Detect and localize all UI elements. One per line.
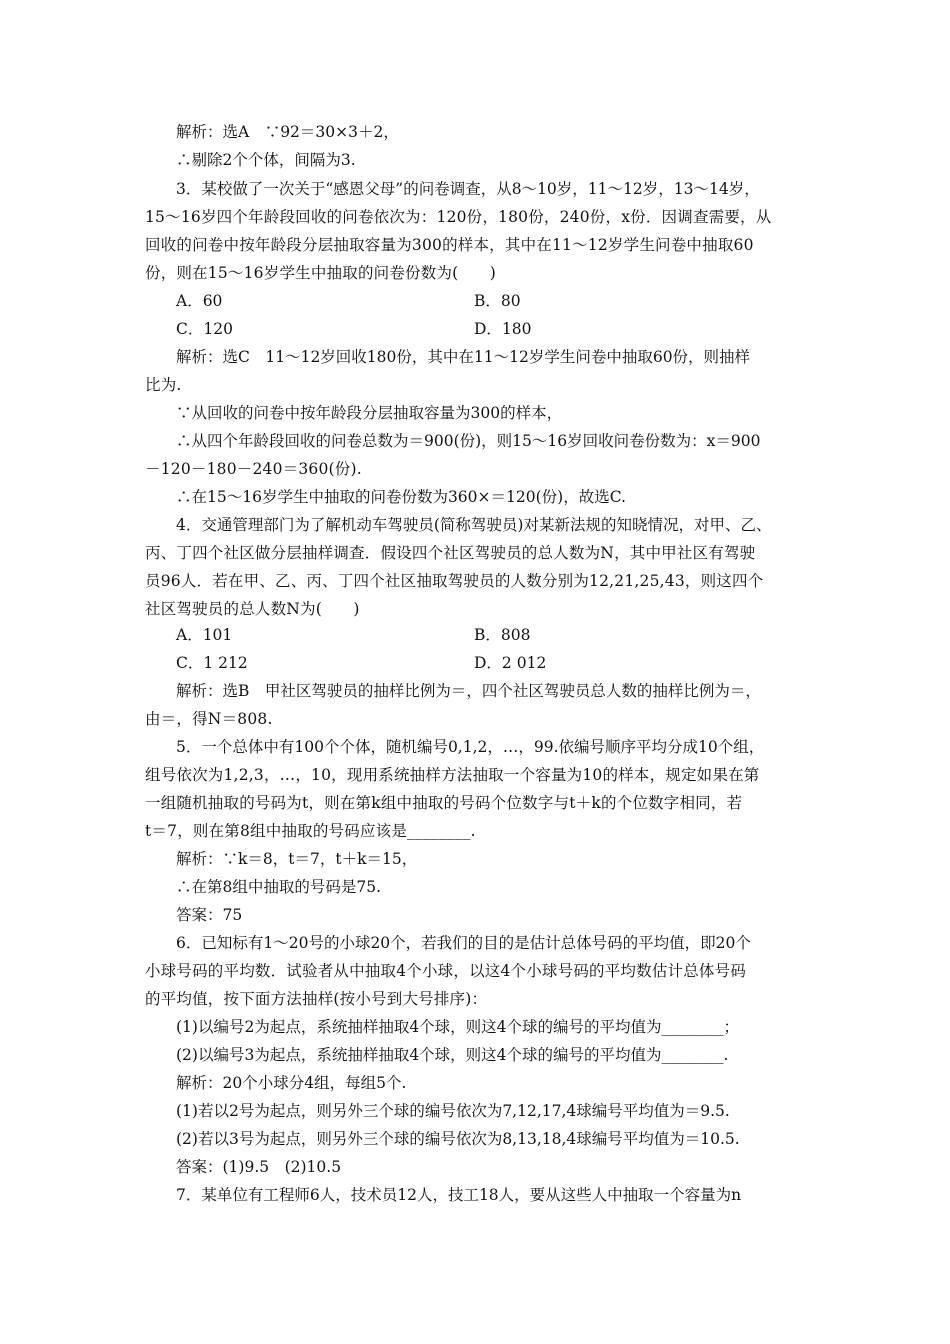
text-line: (1)若以2号为起点，则另外三个球的编号依次为7,12,17,4球编号平均值为＝9.5. <box>176 1102 730 1120</box>
text-line: t＝7，则在第8组中抽取的号码应该是________. <box>145 822 476 840</box>
text-line: －120－180－240＝360(份). <box>145 460 362 478</box>
solution-text: 解析：选B 甲社区驾驶员的抽样比例为＝，四个社区驾驶员总人数的抽样比例为＝， <box>176 682 761 700</box>
text-line: 员96人．若在甲、乙、丙、丁四个社区抽取驾驶员的人数分别为12,21,25,43，则这四个 <box>145 572 764 590</box>
question-7-text: 7．某单位有工程师6人，技术员12人，技工18人，要从这些人中抽取一个容量为n <box>176 1186 742 1204</box>
option-b: B．80 <box>474 292 521 310</box>
option-c: C．1 212 <box>176 654 248 672</box>
text-line: 份，则在15～16岁学生中抽取的问卷份数为( ) <box>145 264 497 282</box>
question-4-text: 4．交通管理部门为了解机动车驾驶员(简称驾驶员)对某新法规的知晓情况，对甲、乙、 <box>176 516 772 534</box>
question-6-text: 6．已知标有1～20号的小球20个，若我们的目的是估计总体号码的平均值，即20个 <box>176 934 751 952</box>
text-line: 社区驾驶员的总人数N为( ) <box>145 600 360 618</box>
text-line: (2)以编号3为起点，系统抽样抽取4个球，则这4个球的编号的平均值为________. <box>176 1046 729 1064</box>
text-line: 一组随机抽取的号码为t，则在第k组中抽取的号码个位数字与t＋k的个位数字相同，若 <box>145 794 743 812</box>
text-line: 组号依次为1,2,3，…，10，现用系统抽样方法抽取一个容量为10的样本，规定如果在第 <box>145 766 760 784</box>
solution-text: 解析：选C 11～12岁回收180份，其中在11～12岁学生问卷中抽取60份，则抽样 <box>176 348 751 366</box>
text-line: 解析：选A ∵92＝30×3＋2， <box>176 123 399 141</box>
text-line: 丙、丁四个社区做分层抽样调查．假设四个社区驾驶员的总人数为N，其中甲社区有驾驶 <box>145 544 756 562</box>
option-a: A．101 <box>176 626 233 644</box>
text-line: 回收的问卷中按年龄段分层抽取容量为300的样本，其中在11～12岁学生问卷中抽取60 <box>145 236 754 254</box>
option-b: B．808 <box>474 626 531 644</box>
option-a: A．60 <box>176 292 223 310</box>
text-line: (1)以编号2为起点，系统抽样抽取4个球，则这4个球的编号的平均值为________； <box>176 1018 740 1036</box>
text-line: 比为. <box>145 376 182 394</box>
option-c: C．120 <box>176 320 233 338</box>
answer-text: 答案：(1)9.5 (2)10.5 <box>176 1158 342 1176</box>
answer-text: 答案：75 <box>176 906 243 924</box>
text-line: 15～16岁四个年龄段回收的问卷依次为：120份，180份，240份，x份．因调查需要，从 <box>145 208 772 226</box>
text-line: ∴剔除2个个体，间隔为3. <box>176 151 356 169</box>
question-3-text: 3．某校做了一次关于“感恩父母”的问卷调查，从8～10岁，11～12岁，13～14岁， <box>176 180 760 198</box>
question-5-text: 5．一个总体中有100个个体，随机编号0,1,2，…，99.依编号顺序平均分成10个组， <box>176 738 765 756</box>
text-line: 由＝，得N＝808. <box>145 710 273 728</box>
text-line: ∴在第8组中抽取的号码是75. <box>176 878 382 896</box>
text-line: (2)若以3号为起点，则另外三个球的编号依次为8,13,18,4球编号平均值为＝10.5. <box>176 1130 740 1148</box>
text-line: 小球号码的平均数．试验者从中抽取4个小球，以这4个小球号码的平均数估计总体号码 <box>145 962 747 980</box>
option-d: D．180 <box>474 320 532 338</box>
solution-text: 解析：∵k＝8，t＝7，t＋k＝15， <box>176 850 418 868</box>
solution-text: 解析：20个小球分4组，每组5个. <box>176 1074 407 1092</box>
option-d: D．2 012 <box>474 654 547 672</box>
text-line: 的平均值，按下面方法抽样(按小号到大号排序)： <box>145 990 488 1008</box>
text-line: ∵从回收的问卷中按年龄段分层抽取容量为300的样本， <box>176 404 563 422</box>
text-line: ∴在15～16岁学生中抽取的问卷份数为360×＝120(份)，故选C. <box>176 488 626 506</box>
text-line: ∴从四个年龄段回收的问卷总数为＝900(份)，则15～16岁回收问卷份数为：x＝900 <box>176 432 761 450</box>
